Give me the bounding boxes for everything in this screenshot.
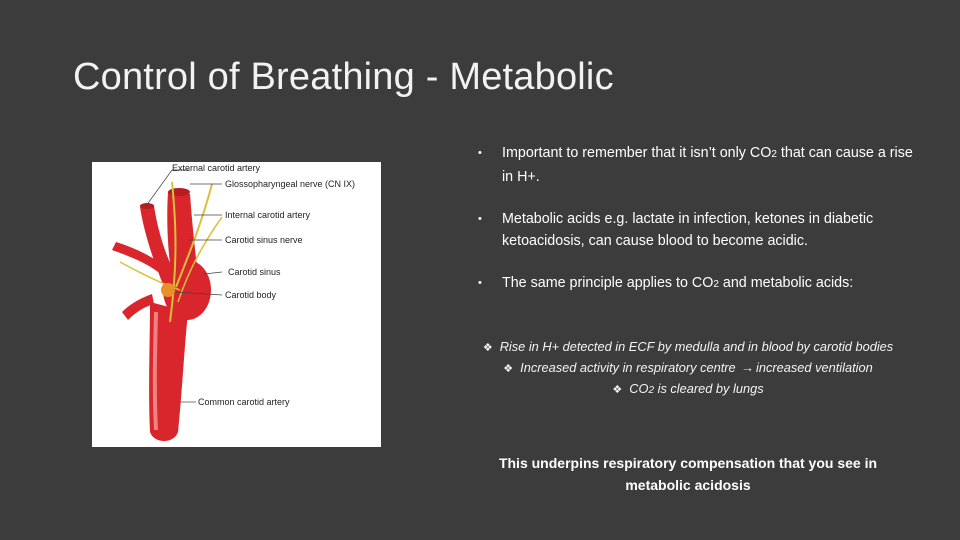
bullet-text: Metabolic acids e.g. lactate in infection, ketones in diabetic ketoacidosis, can cause blood to become acidic. (502, 211, 874, 249)
bullet-text: The same principle applies to CO2 and metabolic acids: (502, 275, 854, 291)
bullet-dot: • (478, 147, 482, 159)
carotid-anatomy-figure (92, 162, 381, 447)
label-internal-carotid: Internal carotid artery (225, 210, 311, 220)
carotid-body-dot (161, 283, 175, 297)
conclusion-text: This underpins respiratory compensation that you see in metabolic acidosis (498, 455, 878, 493)
bullet-dot: • (478, 213, 482, 225)
label-carotid-sinus-nerve: Carotid sinus nerve (225, 235, 303, 245)
diamond-bullet-icon: ❖ (612, 384, 623, 396)
flow-step: ❖ Increased activity in respiratory centre → increased ventilation (503, 360, 873, 375)
bullet-item (476, 272, 916, 296)
label-carotid-sinus: Carotid sinus (228, 267, 281, 277)
label-external-carotid: External carotid artery (172, 163, 261, 173)
mechanism-flow (476, 337, 900, 400)
flow-step: ❖ Rise in H+ detected in ECF by medulla and in blood by carotid bodies (482, 339, 894, 354)
bullet-list (476, 142, 916, 316)
bullet-text: Important to remember that it isn’t only CO2 that can cause a rise in H+. (502, 145, 913, 185)
diamond-bullet-icon: ❖ (503, 363, 514, 375)
bullet-item (476, 208, 916, 252)
bullet-item (476, 142, 916, 188)
flow-step: ❖ CO2 is cleared by lungs (612, 381, 764, 396)
slide-title: Control of Breathing - Metabolic (73, 56, 614, 98)
bullet-dot: • (478, 277, 482, 289)
label-common-carotid: Common carotid artery (198, 397, 290, 407)
arrow-icon: → (741, 360, 755, 375)
diamond-bullet-icon: ❖ (482, 342, 493, 354)
carotid-anatomy-illustration (92, 162, 381, 447)
label-carotid-body: Carotid body (225, 290, 277, 300)
label-glossopharyngeal-nerve: Glossopharyngeal nerve (CN IX) (225, 179, 356, 189)
